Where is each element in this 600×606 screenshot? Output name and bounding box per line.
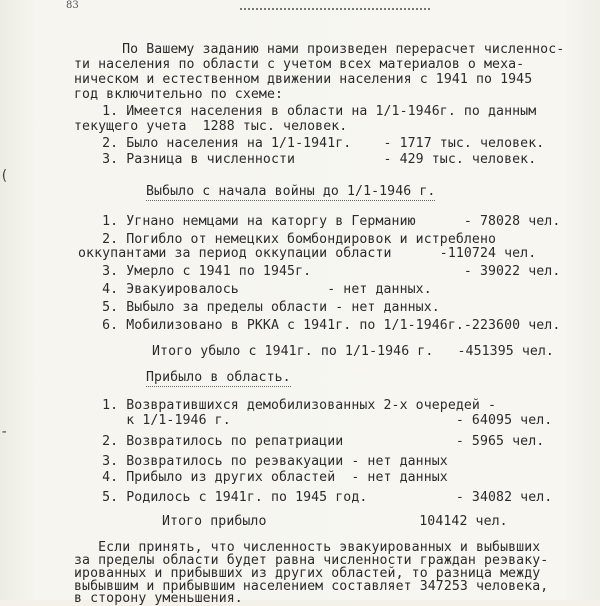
margin-tick-mark: -	[0, 424, 9, 440]
intro-line: год включительно по схеме:	[74, 87, 284, 102]
page-number-tag: 83	[66, 0, 79, 11]
loss-heading-text: Выбыло с начала войны до 1/1-1946 г.	[146, 184, 436, 199]
gain-item: 1. Возвратившихся демобилизованных 2-х очередей -	[78, 398, 497, 413]
scheme-line: 2. Было населения на 1/1-1941г. - 1717 тыс. человек.	[78, 136, 545, 151]
gain-heading-text: Прибыло в область.	[146, 370, 291, 385]
loss-item: 6. Мобилизовано в РККА с 1941г. по 1/1-1946г.-223600 чел.	[78, 318, 561, 333]
gain-item: к 1/1-1946 г. - 64095 чел.	[78, 413, 553, 428]
intro-line: По Вашему заданию нами произведен перерасчет численнос-	[98, 42, 565, 57]
gain-heading	[146, 370, 291, 385]
loss-item: 3. Умерло с 1941 по 1945г. - 39022 чел.	[78, 264, 561, 279]
gain-item: 5. Родилось с 1941г. по 1945 год. - 34082 чел.	[78, 490, 553, 505]
scheme-line: 3. Разница в численности - 429 тыс. человек.	[78, 152, 537, 167]
gain-item: 2. Возвратилось по репатриации - 5965 чел.	[78, 434, 545, 449]
scheme-line: текущего учета 1288 тыс. человек.	[74, 119, 348, 134]
intro-line: ти населения по области с учетом всех материалов о меха-	[74, 57, 525, 72]
loss-item: 5. Выбыло за пределы области - нет данных.	[78, 300, 440, 315]
loss-heading	[146, 184, 435, 199]
conclusion-line: в сторону уменьшения.	[74, 591, 243, 606]
conclusion-line: ированных и прибывших из других областей, то разница между	[74, 566, 541, 581]
loss-item: 1. Угнано немцами на каторгу в Германию - 78028 чел.	[78, 214, 561, 229]
gain-item: 4. Прибыло из других областей - нет данных	[78, 470, 448, 485]
gain-total: Итого прибыло 104142 чел.	[162, 514, 508, 529]
conclusion-line: выбывшим и прибывшим населением составляет 347253 человека,	[74, 579, 549, 594]
scheme-line: 1. Имеется населения в области на 1/1-1946г. по данным	[78, 104, 537, 119]
loss-item: оккупантами за период оккупации области -110724 чел.	[78, 246, 537, 261]
gain-item: 3. Возвратилось по реэвакуации - нет данных	[78, 454, 448, 469]
loss-item: 2. Погибло от немецких бомбондировок и истреблено	[78, 232, 497, 247]
loss-total: Итого убыло с 1941г. по 1/1-1946 г. -451395 чел.	[152, 344, 554, 359]
header-underline	[240, 0, 430, 10]
conclusion-line: Если принять, что численность эвакуированных и выбывших	[74, 540, 541, 555]
loss-item: 4. Эвакуировалось - нет данных.	[78, 282, 432, 297]
intro-line: ническом и естественном движении населения с 1941 по 1945	[74, 72, 533, 87]
conclusion-line: за пределы области будет равна численности граждан реэваку-	[74, 553, 549, 568]
margin-bracket-mark: (	[0, 168, 9, 184]
